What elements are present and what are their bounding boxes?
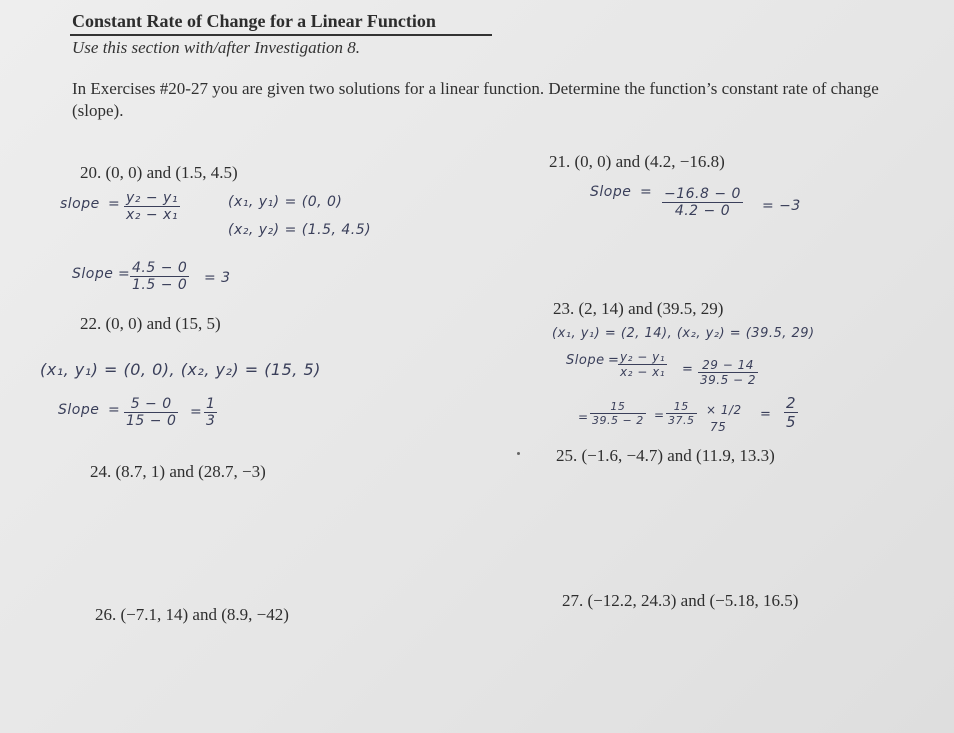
hw23-equals-5: = [760,407,772,422]
exercise-number: 25. [556,446,578,465]
step-denominator: 37.5 [668,414,695,427]
calc-denominator: 1.5 − 0 [132,277,188,293]
exercise-20 [80,163,238,183]
exercise-points: (−12.2, 24.3) and (−5.18, 16.5) [587,591,799,610]
calc-denominator: 39.5 − 2 [700,373,757,387]
calc-denominator: 15 − 0 [126,413,177,429]
hw20-point-2: (x₂, y₂) = (1.5, 4.5) [228,222,372,238]
calc-numerator: −16.8 − 0 [664,186,741,202]
exercise-21 [549,152,725,172]
exercise-25 [556,446,775,466]
hw21-slope-calc [662,186,743,219]
hw23-equals-4: = [654,408,665,422]
exercise-points: (0, 0) and (4.2, −16.8) [574,152,725,171]
exercise-points: (2, 14) and (39.5, 29) [578,299,724,318]
hw23-slope-formula [618,350,667,379]
hw21-equals: = [640,184,653,200]
exercise-26 [95,605,289,625]
exercise-points: (−7.1, 14) and (8.9, −42) [120,605,289,624]
exercise-points: (0, 0) and (15, 5) [105,314,221,333]
hw20-equals: = [108,196,121,212]
calc-numerator: 4.5 − 0 [132,260,188,276]
hw20-slope-word: slope [60,196,100,212]
hw23-step-2-extra: 75 [710,420,727,434]
step-numerator: 15 [666,400,697,414]
hw22-slope-calc [124,396,178,429]
hw22-equals-2: = [190,404,203,420]
title-underline [70,34,492,36]
calc-numerator: 5 − 0 [124,396,178,413]
hw22-points: (x₁, y₁) = (0, 0), (x₂, y₂) = (15, 5) [40,360,321,379]
hw23-slope-word: Slope [566,353,605,368]
hw22-equals: = [108,402,121,418]
exercise-points: (8.7, 1) and (28.7, −3) [115,462,266,481]
hw23-slope-calc [698,358,758,387]
hw22-slope-word: Slope [58,402,100,418]
exercise-number: 26. [95,605,117,624]
result-denominator: 5 [786,413,797,431]
hw20-slope-calc [130,260,189,293]
formula-denominator: x₂ − x₁ [620,365,666,379]
formula-numerator: y₂ − y₁ [126,190,178,206]
hw23-step-2-multiplier: × 1/2 [706,403,742,417]
calc-denominator: 4.2 − 0 [674,203,731,219]
exercise-points: (0, 0) and (1.5, 4.5) [105,163,238,182]
calc-numerator: 29 − 14 [698,358,758,373]
exercise-number: 22. [80,314,102,333]
paper-speck [517,452,520,455]
step-denominator: 39.5 − 2 [592,414,644,427]
hw23-points: (x₁, y₁) = (2, 14), (x₂, y₂) = (39.5, 29) [552,326,815,341]
formula-denominator: x₂ − x₁ [126,207,178,223]
instructions-text: In Exercises #20-27 you are given two solutions for a linear function. Determine the function’s constant rate of change (slope). [72,79,879,120]
hw23-result [784,394,798,431]
hw23-equals-3: = [578,410,589,424]
exercise-number: 23. [553,299,575,318]
step-numerator: 15 [590,400,646,414]
exercise-number: 21. [549,152,571,171]
exercise-22 [80,314,221,334]
exercise-number: 20. [80,163,102,182]
result-numerator: 2 [786,394,797,412]
exercise-number: 27. [562,591,584,610]
hw20-slope-formula [124,190,180,223]
hw21-result: = −3 [762,198,801,214]
hw20-equals-2: = [118,266,131,282]
exercise-number: 24. [90,462,112,481]
hw20-point-1: (x₁, y₁) = (0, 0) [228,194,343,210]
hw21-slope-word: Slope [590,184,632,200]
exercise-24 [90,462,266,482]
hw20-slope-word-2: Slope [72,266,114,282]
worksheet-title: Constant Rate of Change for a Linear Function [72,11,436,31]
hw23-equals: = [608,353,620,368]
result-numerator: 1 [206,396,216,412]
exercise-27 [562,591,798,611]
hw22-result [204,396,217,429]
hw23-step-2 [666,400,697,427]
hw23-step-1 [590,400,646,427]
result-denominator: 3 [206,413,216,429]
exercise-points: (−1.6, −4.7) and (11.9, 13.3) [581,446,775,465]
exercise-23 [553,299,723,319]
worksheet-subtitle: Use this section with/after Investigation 8. [72,38,361,57]
formula-numerator: y₂ − y₁ [620,350,666,364]
hw23-equals-2: = [682,362,694,377]
hw20-result: = 3 [204,270,231,286]
